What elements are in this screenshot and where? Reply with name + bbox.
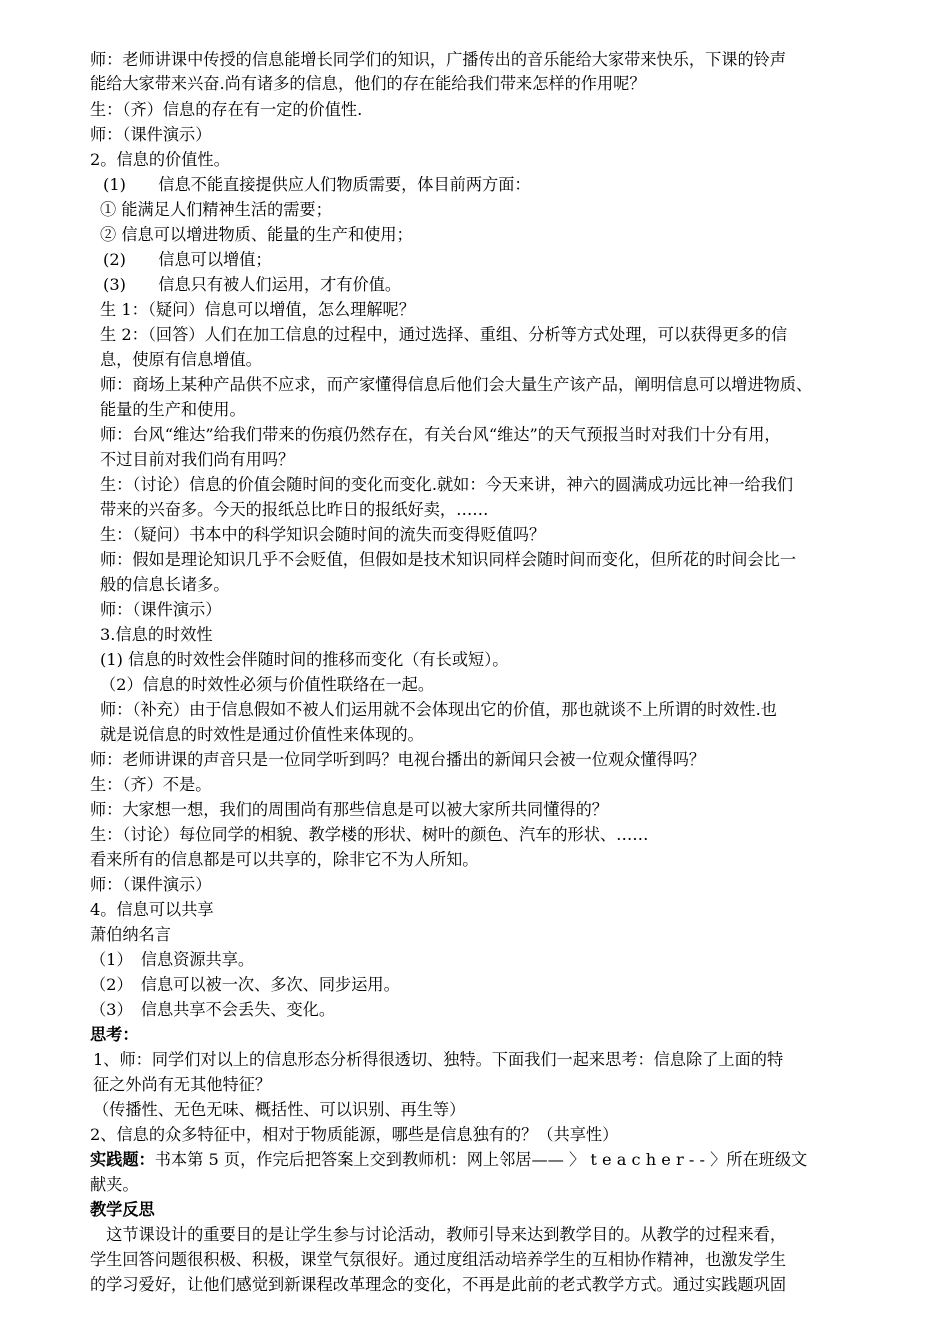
text-line: 师：老师讲课的声音只是一位同学听到吗？电视台播出的新闻只会被一位观众懂得吗？ <box>90 750 706 769</box>
text-line: （3） 信息共享不会丢失、变化。 <box>90 1000 336 1019</box>
text-line: 师：大家想一想，我们的周围尚有那些信息是可以被大家所共同懂得的？ <box>90 800 608 819</box>
text-line: 生 2：（回答）人们在加工信息的过程中，通过选择、重组、分析等方式处理，可以获得更多的信 <box>100 325 788 344</box>
text-line: 息，使原有信息增值。 <box>100 350 262 369</box>
text-line: (1) 信息的时效性会伴随时间的推移而变化（有长或短）。 <box>100 650 509 669</box>
text-line: ① 能满足人们精神生活的需要； <box>100 200 332 219</box>
text-line: 生：（齐）信息的存在有一定的价值性. <box>90 100 363 119</box>
text-line: (3) 信息只有被人们运用，才有价值。 <box>103 275 402 294</box>
text-line: 就是说信息的时效性是通过价值性来体现的。 <box>100 725 424 744</box>
text-line: ② 信息可以增进物质、能量的生产和使用； <box>100 225 413 244</box>
text-line: 这节课设计的重要目的是让学生参与讨论活动，教师引导来达到教学目的。从教学的过程来看， <box>90 1225 787 1244</box>
text-line: 师：（补充）由于信息假如不被人们运用就不会体现出它的价值，那也就谈不上所谓的时效性.也 <box>100 700 777 719</box>
text-line: 征之外尚有无其他特征？ <box>93 1075 272 1094</box>
text-line: 般的信息长诸多。 <box>100 575 230 594</box>
text-line: 师：商场上某种产品供不应求，而产家懂得信息后他们会大量生产该产品，阐明信息可以增进物质、 <box>100 375 813 394</box>
text-line: (1) 信息不能直接提供应人们物质需要，体目前两方面： <box>103 175 531 194</box>
text-line: （2）信息的时效性必须与价值性联络在一起。 <box>100 675 435 694</box>
section-heading: 2。信息的价值性。 <box>90 150 230 169</box>
text-line: 生 1：（疑问）信息可以增值，怎么理解呢？ <box>100 300 415 319</box>
text-line: 2、信息的众多特征中，相对于物质能源，哪些是信息独有的？（共享性） <box>90 1125 619 1144</box>
text-line: 师：（课件演示） <box>90 875 212 894</box>
text-line: 生：（齐）不是。 <box>90 775 212 794</box>
text-line: （传播性、无色无味、概括性、可以识别、再生等） <box>93 1100 466 1119</box>
text-line: 师：（课件演示） <box>100 600 222 619</box>
practice-line <box>90 1149 807 1171</box>
text-line: 生：（讨论）信息的价值会随时间的变化而变化.就如：今天来讲，神六的圆满成功远比神一给我们 <box>100 475 794 494</box>
text-line: 的学习爱好，让他们感觉到新课程改革理念的变化，不再是此前的老式教学方式。通过实践题巩固 <box>90 1275 787 1294</box>
text-line: （2） 信息可以被一次、多次、同步运用。 <box>90 975 400 994</box>
section-heading: 3.信息的时效性 <box>100 625 213 644</box>
section-heading: 4。信息可以共享 <box>90 900 214 919</box>
text-line: (2) 信息可以增值； <box>103 250 272 269</box>
reflection-heading: 教学反思 <box>90 1200 155 1219</box>
text-line: 师：假如是理论知识几乎不会贬值，但假如是技术知识同样会随时间而变化，但所花的时间会比一 <box>100 550 797 569</box>
text-line: 生：（疑问）书本中的科学知识会随时间的流失而变得贬值吗？ <box>100 525 546 544</box>
text-line: 不过目前对我们尚有用吗？ <box>100 450 295 469</box>
text-line: 能量的生产和使用。 <box>100 400 246 419</box>
text-line: 生：（讨论）每位同学的相貌、教学楼的形状、树叶的颜色、汽车的形状、…… <box>90 825 649 844</box>
text-line: 学生回答问题很积极、积极，课堂气氛很好。通过度组活动培养学生的互相协作精神，也激发学生 <box>90 1250 787 1269</box>
text-line: 献夹。 <box>90 1175 139 1194</box>
text-line: 师：台风“维达”给我们带来的伤痕仍然存在，有关台风“维达”的天气预报当时对我们十分有用， <box>100 425 781 444</box>
practice-label: 实践题： <box>90 1150 155 1169</box>
text-line: 师：（课件演示） <box>90 125 212 144</box>
text-line: 带来的兴奋多。今天的报纸总比昨日的报纸好卖，…… <box>100 500 489 519</box>
text-line: 师：老师讲课中传授的信息能增长同学们的知识，广播传出的音乐能给大家带来快乐，下课的铃声 <box>90 50 787 69</box>
text-line: 能给大家带来兴奋.尚有诸多的信息，他们的存在能给我们带来怎样的作用呢？ <box>90 74 646 93</box>
practice-text: 书本第 5 页，作完后把答案上交到教师机：网上邻居—— 〉 t e a c h e r - - 〉所在班级文 <box>154 1150 808 1169</box>
text-line: 1、师：同学们对以上的信息形态分析得很透切、独特。下面我们一起来思考：信息除了上面的特 <box>93 1050 784 1069</box>
text-line: 萧伯纳名言 <box>90 925 171 944</box>
thinking-heading: 思考： <box>90 1025 139 1044</box>
text-line: （1） 信息资源共享。 <box>90 950 255 969</box>
text-line: 看来所有的信息都是可以共享的，除非它不为人所知。 <box>90 850 479 869</box>
